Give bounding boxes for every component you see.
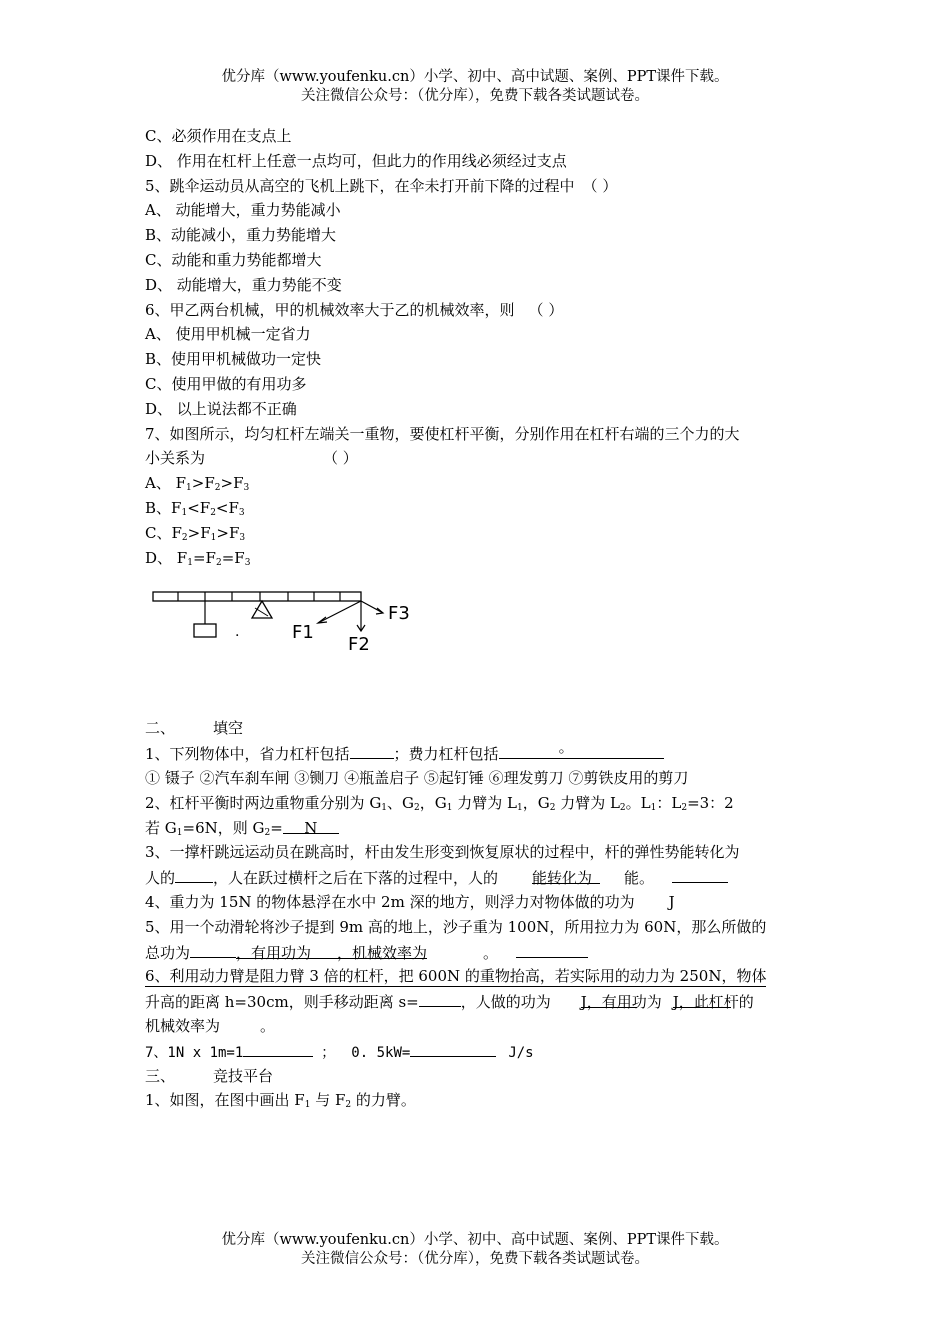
q7-option-c: C、$F_2>F_1>F_3$ [145,523,246,543]
q5-stem: 5、跳伞运动员从高空的飞机上跳下，在伞未打开前下降的过程中 （ ） [145,176,618,195]
q6-stem: 6、甲乙两台机械，甲的机械效率大于乙的机械效率，则 （ ） [145,300,564,319]
lever-bar [153,592,361,601]
s2-q5-line-1: 5、用一个动滑轮将沙子提到 9m 高的地上，沙子重为 100N，所用拉力为 60N，那么所做的 [145,917,767,936]
q7-option-a: A、 $F_1>F_2>F_3$ [145,474,250,494]
s2-q4: 4、重力为 15N 的物体悬浮在水中 2m 深的地方，则浮力对物体做的功为 J [145,892,675,911]
section-2-title: 二、 填空 [145,719,244,738]
q5-option-b: B、动能减小，重力势能增大 [145,226,337,245]
s2-q3-line-1: 3、一撑杆跳远运动员在跳高时，杆由发生形变到恢复原状的过程中，杆的弹性势能转化为 [145,843,740,862]
q4-option-c: C、必须作用在支点上 [145,127,292,145]
q4-option-d: D、 作用在杠杆上任意一点均可，但此力的作用线必须经过支点 [145,151,567,170]
force-f1-arrowhead [318,617,327,623]
q5-option-a: A、 动能增大，重力势能减小 [145,201,341,220]
q7-option-d: D、 $F_1=F_2=F_3$ [145,548,251,568]
footer-line-1: 优分库（www.youfenku.cn）小学、初中、高中试题、案例、PPT课件下载。 [221,1232,729,1248]
label-f2: F2 [348,634,370,655]
figure-dot: . [235,624,240,640]
q7-stem-line-2: 小关系为 （ ） [145,449,358,468]
s2-q2-line-1: 2、杠杆平衡时两边重物重分别为 $G_1$、$G_2$，$G_1$ 力臂为 $L_1$，$G_2$ 力臂为 $L_2$。$L_1$：$L_2=3$：2 [145,793,734,813]
q7-stem-line-1: 7、如图所示，均匀杠杆左端关一重物，要使杠杆平衡，分别作用在杠杆右端的三个力的大 [145,424,740,443]
q7-option-b: B、$F_1<F_2<F_3$ [145,498,245,518]
s2-q6-line-2: 升高的距离 h=30cm，则手移动距离 s= ，人做的功为 J，有用功为 J，此杠杆的 [145,989,810,1014]
s2-q6-line-3: 机械效率为 。 [145,1016,276,1035]
page-footer [0,1231,950,1269]
q5-option-c: C、动能和重力势能都增大 [145,250,322,269]
s2-q5-line-2: 总功为 ，有用功为 ，机械效率为 。 [145,940,810,965]
s2-q1-items: ① 镊子 ②汽车刹车闸 ③铡刀 ④瓶盖启子 ⑤起钉锤 ⑥理发剪刀 ⑦剪铁皮用的剪刀 [145,768,689,787]
lever-tick-marks [178,592,340,601]
force-f1-arrow [318,601,361,623]
s2-q7: 7、1N x 1m=1 ； 0. 5kW= J/s [145,1039,810,1064]
label-f3: F3 [388,603,410,624]
header-line-1: 优分库（www.youfenku.cn）小学、初中、高中试题、案例、PPT课件下载。 [221,69,729,85]
s2-q6-line-1: 6、利用动力臂是阻力臂 3 倍的杠杆，把 600N 的重物抬高，若实际用的动力为 250N，物体 [145,967,767,986]
s2-q2-line-2: 若 $G_1=6N$，则 $G_2= N$ [145,816,810,841]
header-line-2: 关注微信公众号：（优分库），免费下载各类试题试卷。 [301,88,649,104]
weight-box [194,624,216,637]
label-f1: F1 [292,622,314,643]
fulcrum-hatch [255,608,268,616]
footer-line-2: 关注微信公众号：（优分库），免费下载各类试题试卷。 [301,1251,649,1267]
fulcrum-triangle [252,601,272,618]
page-header [0,68,950,106]
q6-option-b: B、使用甲机械做功一定快 [145,350,322,369]
q6-option-d: D、 以上说法都不正确 [145,399,297,418]
s3-q1: 1、如图，在图中画出 $F_1$ 与 $F_2$ 的力臂。 [145,1091,416,1111]
q6-option-a: A、 使用甲机械一定省力 [145,325,311,344]
q6-option-c: C、使用甲做的有用功多 [145,374,307,393]
q5-option-d: D、 动能增大，重力势能不变 [145,275,342,294]
s2-q1: 1、下列物体中，省力杠杆包括 ；费力杠杆包括 。 [145,741,810,766]
lever-diagram [150,586,440,664]
force-f3-arrow [361,601,383,613]
s2-q3-line-2: 人的 ，人在跃过横杆之后在下落的过程中，人的 能转化为 能。 [145,865,810,890]
section-3-title: 三、 竞技平台 [145,1066,274,1085]
